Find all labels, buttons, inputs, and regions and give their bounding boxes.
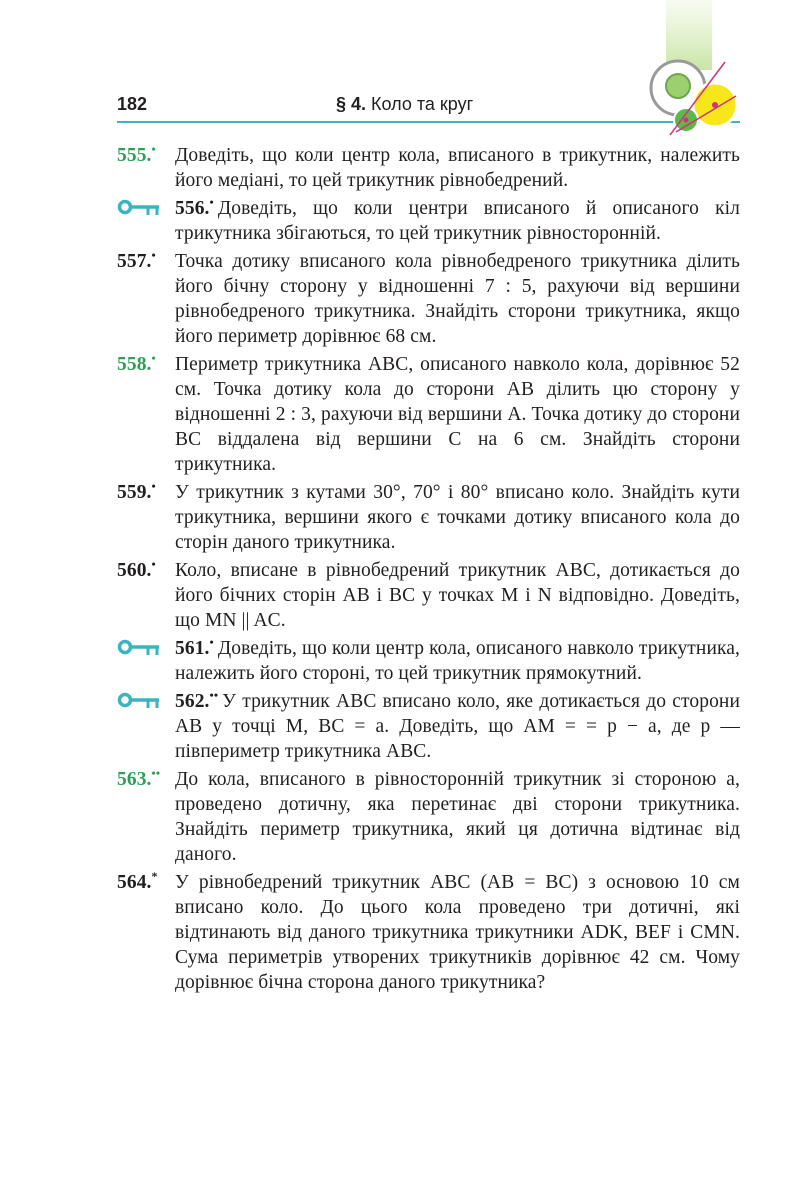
difficulty-mark: •: [151, 556, 156, 571]
problem-number: 559.: [117, 482, 152, 503]
key-icon: [117, 692, 161, 710]
difficulty-mark: ••: [209, 687, 219, 702]
problem-text: Доведіть, що коли центри вписаного й описаного кіл трикутника збігаються, то цей трикутник рівносторонній.: [175, 198, 740, 244]
problem-number: 557.: [117, 251, 152, 272]
problem-number: 561.: [175, 638, 210, 659]
problem-564: [117, 870, 740, 995]
problem-563: [117, 767, 740, 867]
problem-text: Точка дотику вписаного кола рівнобедреного трикутника ділить його бічну сторону у відношенні 7 : 5, рахуючи від вершини рівнобедреного трикутника. Знайдіть сторони трикутника, якщо його периметр дорівнює 68 см.: [175, 251, 740, 347]
problem-558: [117, 352, 740, 477]
section-title-text: Коло та круг: [371, 94, 474, 114]
problem-text: Периметр трикутника ABC, описаного навколо кола, дорівнює 52 см. Точка дотику кола до сторони AB ділить цю сторону у відношенні 2 : 3, рахуючи від вершини A. Точка дотику до сторони BC віддалена від вершини C на 6 см. Знайдіть сторони трикутника.: [175, 354, 740, 475]
difficulty-mark: ••: [151, 765, 161, 780]
problem-text: У трикутник ABC вписано коло, яке дотикається до сторони AB у точці M, BC = a. Доведіть, що AM = = p − a, де p — півпериметр трикутника ABC.: [175, 691, 740, 762]
problem-text: Коло, вписане в рівнобедрений трикутник ABC, дотикається до його бічних сторін AB і BC у точках M і N відповідно. Доведіть, що MN || AC.: [175, 560, 740, 631]
problem-562: [117, 689, 740, 764]
problem-561: [117, 636, 740, 686]
problem-556: [117, 196, 740, 246]
problem-list: [117, 143, 740, 998]
problem-number: 556.: [175, 198, 210, 219]
problem-number: 560.: [117, 560, 152, 581]
problem-text: Доведіть, що коли центр кола, описаного навколо трикутника, належить його стороні, то цей трикутник прямокутний.: [175, 638, 740, 684]
key-icon: [117, 639, 161, 657]
key-icon: [117, 199, 161, 217]
problem-557: [117, 249, 740, 349]
circles-decoration-icon: [610, 0, 760, 140]
difficulty-mark: •: [151, 247, 156, 262]
problem-number: 562.: [175, 691, 210, 712]
difficulty-mark: •: [151, 350, 156, 365]
page-number: 182: [117, 94, 148, 114]
difficulty-mark: •: [209, 634, 214, 649]
difficulty-mark: •: [151, 141, 156, 156]
difficulty-mark: *: [151, 868, 158, 883]
problem-number: 563.: [117, 769, 152, 790]
page-header: [0, 0, 800, 130]
problem-560: [117, 558, 740, 633]
section-number: § 4.: [336, 94, 367, 114]
problem-text: До кола, вписаного в рівносторонній трикутник зі стороною a, проведено дотичну, яка перетинає дві сторони трикутника. Знайдіть периметр трикутника, який ця дотична відтинає від даного.: [175, 769, 740, 865]
problem-text: У рівнобедрений трикутник ABC (AB = BC) з основою 10 см вписано коло. До цього кола проведено три дотичні, які відтинають від даного трикутника трикутники ADK, BEF і CMN. Сума периметрів утворених трикутників дорівнює 42 см. Чому дорівнює бічна сторона даного трикутника?: [175, 872, 740, 993]
problem-559: [117, 480, 740, 555]
section-title: [336, 94, 473, 115]
problem-555: [117, 143, 740, 193]
difficulty-mark: •: [151, 478, 156, 493]
problem-number: 555.: [117, 145, 152, 166]
difficulty-mark: •: [209, 194, 214, 209]
problem-text: У трикутник з кутами 30°, 70° і 80° вписано коло. Знайдіть кути трикутника, вершини якого є точками дотику вписаного кола до сторін даного трикутника.: [175, 482, 740, 553]
problem-number: 558.: [117, 354, 152, 375]
problem-number: 564.: [117, 872, 152, 893]
problem-text: Доведіть, що коли центр кола, вписаного в трикутник, належить його медіані, то цей трикутник рівнобедрений.: [175, 145, 740, 191]
